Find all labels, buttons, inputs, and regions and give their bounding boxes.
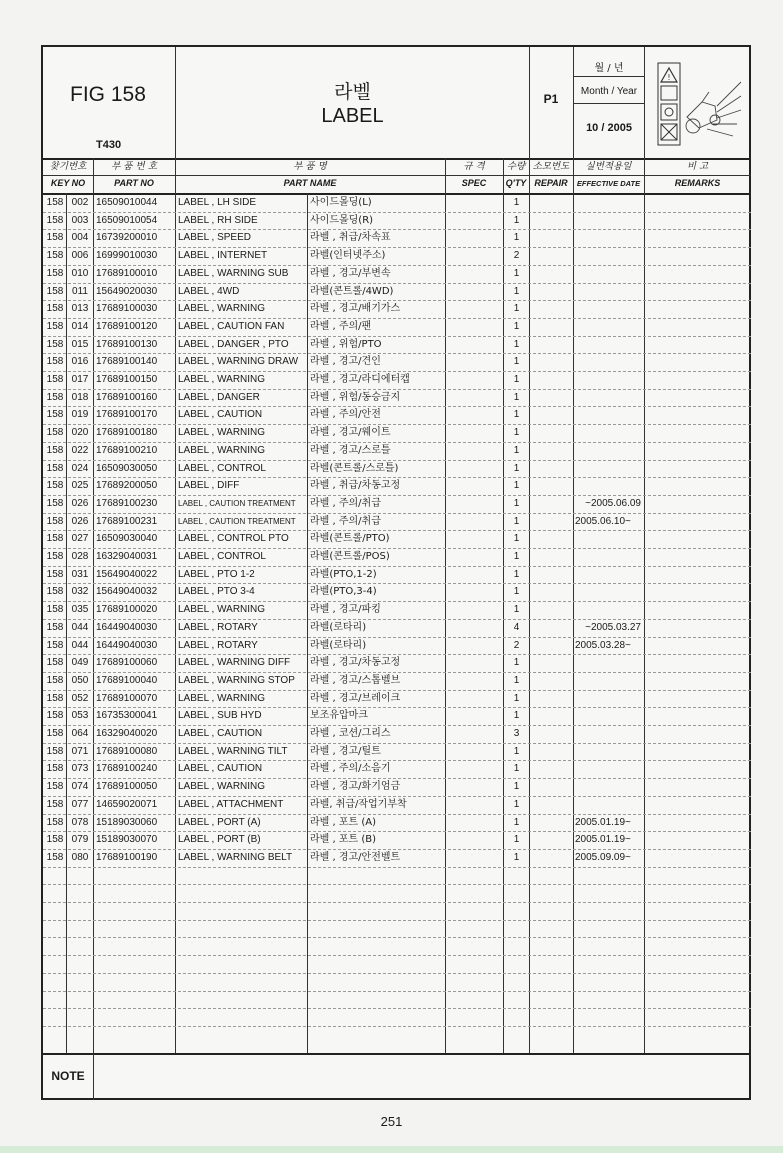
- page-bottom-strip: [0, 1146, 783, 1153]
- cell-part: 17689100050: [96, 781, 158, 792]
- cell-part: 17689100180: [96, 427, 158, 438]
- parts-sheet: [41, 45, 751, 1100]
- cell-part: 14659020071: [96, 799, 158, 810]
- cell-name-ko: 라벨(콘트롤/4WD): [310, 286, 394, 297]
- cell-key: 035: [71, 604, 89, 615]
- cell-qty: 1: [513, 533, 520, 544]
- cell-part: 16449040030: [96, 640, 158, 651]
- cell-key: 032: [71, 586, 89, 597]
- cell-qty: 1: [513, 321, 520, 332]
- cell-name-ko: 라벨 , 취급/차동고정: [310, 480, 401, 491]
- cell-part: 16449040030: [96, 622, 158, 633]
- cell-fig: 158: [46, 746, 64, 757]
- col-spec-en: SPEC: [461, 178, 487, 188]
- cell-key: 052: [71, 693, 89, 704]
- cell-key: 028: [71, 551, 89, 562]
- col-part-ko: 부 품 번 호: [111, 161, 157, 172]
- cell-qty: 1: [513, 799, 520, 810]
- cell-qty: 1: [513, 303, 520, 314]
- cell-key: 080: [71, 852, 89, 863]
- month-year-label-ko: 월 / 년: [594, 63, 624, 74]
- cell-part: 17689100240: [96, 763, 158, 774]
- cell-fig: 158: [46, 622, 64, 633]
- cell-name-en: LABEL , ROTARY: [178, 622, 258, 633]
- cell-qty: 1: [513, 268, 520, 279]
- cell-name-en: LABEL , DANGER: [178, 392, 260, 403]
- cell-part: 16509030040: [96, 533, 158, 544]
- cell-eff: ~2005.06.09: [585, 498, 641, 509]
- cell-fig: 158: [46, 604, 64, 615]
- cell-fig: 158: [46, 551, 64, 562]
- cell-key: 020: [71, 427, 89, 438]
- cell-qty: 1: [513, 463, 520, 474]
- cell-name-en: LABEL , INTERNET: [178, 250, 268, 261]
- cell-key: 026: [71, 498, 89, 509]
- cell-part: 17689100120: [96, 321, 158, 332]
- cell-name-en: LABEL , WARNING STOP: [178, 675, 295, 686]
- cell-qty: 1: [513, 710, 520, 721]
- cell-part: 15189030060: [96, 817, 158, 828]
- cell-qty: 1: [513, 286, 520, 297]
- cell-name-ko: 라벨 , 경고/견인: [310, 356, 381, 367]
- cell-name-en: LABEL , WARNING DIFF: [178, 657, 291, 668]
- tractor-logo-icon: [657, 62, 745, 146]
- cell-key: 006: [71, 250, 89, 261]
- cell-name-en: LABEL , CAUTION TREATMENT: [178, 499, 296, 508]
- cell-qty: 1: [513, 445, 520, 456]
- cell-name-en: LABEL , DIFF: [178, 480, 240, 491]
- cell-qty: 1: [513, 675, 520, 686]
- cell-name-en: LABEL , CAUTION: [178, 728, 263, 739]
- cell-name-ko: 라벨 , 경고/스톱벨브: [310, 675, 401, 686]
- cell-part: 17689100160: [96, 392, 158, 403]
- cell-part: 15649040032: [96, 586, 158, 597]
- note-label: NOTE: [51, 1069, 85, 1083]
- cell-part: 17689200050: [96, 480, 158, 491]
- cell-name-ko: 라벨 , 주의/취급: [310, 498, 381, 509]
- cell-key: 053: [71, 710, 89, 721]
- cell-name-en: LABEL , LH SIDE: [178, 197, 256, 208]
- cell-name-ko: 사이드몰딩(L): [310, 197, 372, 208]
- cell-key: 024: [71, 463, 89, 474]
- cell-fig: 158: [46, 834, 64, 845]
- cell-qty: 1: [513, 551, 520, 562]
- cell-name-ko: 라벨 , 주의/소음기: [310, 763, 391, 774]
- cell-name-ko: 라벨 , 경고/틸트: [310, 746, 381, 757]
- cell-name-en: LABEL , WARNING BELT: [178, 852, 293, 863]
- cell-name-ko: 라벨 , 경고/라디에터캡: [310, 374, 410, 385]
- cell-key: 022: [71, 445, 89, 456]
- cell-part: 17689100030: [96, 303, 158, 314]
- cell-name-en: LABEL , 4WD: [178, 286, 240, 297]
- cell-name-en: LABEL , WARNING: [178, 427, 266, 438]
- cell-eff: 2005.01.19~: [575, 817, 631, 828]
- month-year-label-en: Month / Year: [580, 86, 638, 97]
- model-code: T430: [96, 139, 122, 151]
- cell-name-ko: 라벨, 취급/작업기부착: [310, 799, 407, 810]
- cell-part: 16509030050: [96, 463, 158, 474]
- cell-part: 16509010044: [96, 197, 158, 208]
- cell-name-ko: 라벨 , 주의/취급: [310, 516, 381, 527]
- col-part-en: PART NO: [114, 178, 154, 188]
- issue-date: 10 / 2005: [586, 122, 632, 134]
- cell-qty: 1: [513, 693, 520, 704]
- cell-name-ko: 라벨 , 포트 (A): [310, 817, 376, 828]
- cell-name-en: LABEL , WARNING: [178, 693, 266, 704]
- cell-fig: 158: [46, 763, 64, 774]
- col-qty-en: Q'TY: [505, 178, 527, 188]
- cell-fig: 158: [46, 675, 64, 686]
- cell-name-ko: 라벨 , 경고/차동고정: [310, 657, 401, 668]
- cell-part: 17689100231: [96, 516, 158, 527]
- cell-key: 031: [71, 569, 89, 580]
- cell-name-en: LABEL , WARNING SUB: [178, 268, 289, 279]
- cell-qty: 1: [513, 498, 520, 509]
- cell-name-ko: 라벨(로타리): [310, 622, 367, 633]
- cell-fig: 158: [46, 445, 64, 456]
- cell-fig: 158: [46, 657, 64, 668]
- cell-part: 16739200010: [96, 232, 158, 243]
- cell-part: 17689100140: [96, 356, 158, 367]
- cell-key: 018: [71, 392, 89, 403]
- cell-key: 026: [71, 516, 89, 527]
- cell-name-en: LABEL , WARNING: [178, 374, 266, 385]
- svg-text:!: !: [667, 73, 671, 82]
- title-english: LABEL: [321, 105, 384, 127]
- cell-key: 004: [71, 232, 89, 243]
- cell-qty: 1: [513, 356, 520, 367]
- cell-fig: 158: [46, 463, 64, 474]
- cell-name-en: LABEL , CAUTION TREATMENT: [178, 517, 296, 526]
- cell-fig: 158: [46, 516, 64, 527]
- cell-name-ko: 라벨(로타리): [310, 640, 367, 651]
- col-name-ko: 부 품 명: [293, 161, 327, 172]
- cell-fig: 158: [46, 480, 64, 491]
- col-repair-ko: 소모번도: [532, 161, 570, 172]
- cell-qty: 1: [513, 781, 520, 792]
- cell-name-en: LABEL , WARNING: [178, 604, 266, 615]
- cell-name-en: LABEL , WARNING: [178, 445, 266, 456]
- cell-fig: 158: [46, 303, 64, 314]
- col-qty-ko: 수량: [506, 161, 526, 172]
- cell-part: 16329040031: [96, 551, 158, 562]
- col-eff-ko: 실번적용일: [585, 161, 632, 172]
- title-korean: 라벨: [334, 81, 371, 103]
- col-remarks-ko: 비 고: [686, 161, 709, 172]
- cell-key: 014: [71, 321, 89, 332]
- cell-key: 073: [71, 763, 89, 774]
- cell-fig: 158: [46, 728, 64, 739]
- cell-part: 17689100020: [96, 604, 158, 615]
- cell-key: 016: [71, 356, 89, 367]
- cell-key: 050: [71, 675, 89, 686]
- cell-qty: 1: [513, 569, 520, 580]
- cell-part: 15649020030: [96, 286, 158, 297]
- cell-part: 17689100150: [96, 374, 158, 385]
- cell-part: 17689100060: [96, 657, 158, 668]
- cell-fig: 158: [46, 250, 64, 261]
- cell-name-ko: 라벨 , 경고/브레이크: [310, 693, 401, 704]
- cell-qty: 2: [513, 250, 520, 261]
- cell-fig: 158: [46, 268, 64, 279]
- cell-name-ko: 라벨(콘트롤/PTO): [310, 533, 390, 544]
- cell-name-ko: 라벨(콘트롤/스로틀): [310, 463, 399, 474]
- cell-fig: 158: [46, 409, 64, 420]
- cell-fig: 158: [46, 781, 64, 792]
- cell-fig: 158: [46, 392, 64, 403]
- cell-part: 17689100130: [96, 339, 158, 350]
- cell-eff: 2005.01.19~: [575, 834, 631, 845]
- cell-name-en: LABEL , PORT (A): [178, 817, 261, 828]
- cell-key: 027: [71, 533, 89, 544]
- cell-name-ko: 라벨 , 주의/팬: [310, 321, 372, 332]
- cell-key: 017: [71, 374, 89, 385]
- cell-name-en: LABEL , ROTARY: [178, 640, 258, 651]
- col-remarks-en: REMARKS: [674, 178, 721, 188]
- cell-part: 16329040020: [96, 728, 158, 739]
- cell-fig: 158: [46, 232, 64, 243]
- cell-name-en: LABEL , WARNING: [178, 303, 266, 314]
- cell-key: 049: [71, 657, 89, 668]
- cell-name-en: LABEL , WARNING: [178, 781, 266, 792]
- cell-qty: 3: [513, 728, 520, 739]
- cell-key: 064: [71, 728, 89, 739]
- cell-name-en: LABEL , CAUTION: [178, 763, 263, 774]
- cell-name-en: LABEL , PORT (B): [178, 834, 261, 845]
- cell-name-en: LABEL , SUB HYD: [178, 710, 262, 721]
- cell-qty: 1: [513, 339, 520, 350]
- cell-qty: 4: [513, 622, 520, 633]
- cell-name-en: LABEL , RH SIDE: [178, 215, 258, 226]
- cell-name-ko: 라벨 , 경고/화기엄금: [310, 781, 401, 792]
- cell-part: 15189030070: [96, 834, 158, 845]
- cell-name-en: LABEL , CAUTION: [178, 409, 263, 420]
- cell-eff: 2005.09.09~: [575, 852, 631, 863]
- cell-fig: 158: [46, 799, 64, 810]
- cell-eff: 2005.03.28~: [575, 640, 631, 651]
- cell-fig: 158: [46, 197, 64, 208]
- cell-name-ko: 라벨 , 경고/안전벨트: [310, 852, 401, 863]
- cell-qty: 1: [513, 392, 520, 403]
- cell-fig: 158: [46, 710, 64, 721]
- cell-qty: 1: [513, 480, 520, 491]
- cell-key: 074: [71, 781, 89, 792]
- page-number: 251: [380, 1114, 403, 1129]
- cell-fig: 158: [46, 339, 64, 350]
- cell-name-ko: 라벨 , 경고/배기가스: [310, 303, 401, 314]
- cell-fig: 158: [46, 693, 64, 704]
- page-code: P1: [543, 92, 559, 106]
- cell-part: 17689100230: [96, 498, 158, 509]
- cell-name-ko: 라벨 , 위험/PTO: [310, 339, 382, 350]
- cell-key: 077: [71, 799, 89, 810]
- cell-name-en: LABEL , CAUTION FAN: [178, 321, 285, 332]
- cell-fig: 158: [46, 533, 64, 544]
- cell-name-en: LABEL , ATTACHMENT: [178, 799, 284, 810]
- cell-name-en: LABEL , CONTROL: [178, 551, 266, 562]
- cell-qty: 1: [513, 215, 520, 226]
- fig-number: FIG 158: [70, 83, 146, 106]
- cell-fig: 158: [46, 215, 64, 226]
- cell-part: 16509010054: [96, 215, 158, 226]
- cell-name-en: LABEL , PTO 1-2: [178, 569, 255, 580]
- cell-qty: 1: [513, 746, 520, 757]
- cell-eff: 2005.06.10~: [575, 516, 631, 527]
- cell-name-ko: 라벨 , 경고/파킹: [310, 604, 381, 615]
- cell-key: 078: [71, 817, 89, 828]
- cell-name-ko: 라벨 , 코션/그리스: [310, 728, 391, 739]
- cell-name-ko: 라벨 , 취급/차속표: [310, 232, 391, 243]
- cell-key: 019: [71, 409, 89, 420]
- cell-key: 079: [71, 834, 89, 845]
- cell-part: 17689100190: [96, 852, 158, 863]
- cell-qty: 2: [513, 640, 520, 651]
- col-spec-ko: 규 격: [463, 161, 485, 172]
- cell-name-ko: 라벨 , 경고/웨이트: [310, 427, 391, 438]
- cell-part: 17689100170: [96, 409, 158, 420]
- cell-name-ko: 라벨(콘트롤/POS): [310, 551, 390, 562]
- cell-qty: 1: [513, 374, 520, 385]
- cell-eff: ~2005.03.27: [585, 622, 641, 633]
- cell-part: 17689100080: [96, 746, 158, 757]
- cell-fig: 158: [46, 640, 64, 651]
- cell-name-ko: 라벨(PTO,3-4): [310, 586, 377, 597]
- cell-name-ko: 라벨 , 경고/부변속: [310, 268, 391, 279]
- cell-key: 010: [71, 268, 89, 279]
- col-repair-en: REPAIR: [534, 178, 568, 188]
- cell-qty: 1: [513, 604, 520, 615]
- cell-fig: 158: [46, 569, 64, 580]
- cell-fig: 158: [46, 321, 64, 332]
- cell-fig: 158: [46, 586, 64, 597]
- col-name-en: PART NAME: [283, 178, 337, 188]
- cell-name-en: LABEL , WARNING TILT: [178, 746, 288, 757]
- cell-key: 003: [71, 215, 89, 226]
- cell-key: 071: [71, 746, 89, 757]
- cell-part: 17689100040: [96, 675, 158, 686]
- cell-qty: 1: [513, 586, 520, 597]
- cell-fig: 158: [46, 427, 64, 438]
- cell-name-en: LABEL , CONTROL: [178, 463, 266, 474]
- cell-qty: 1: [513, 852, 520, 863]
- cell-fig: 158: [46, 498, 64, 509]
- cell-part: 15649040022: [96, 569, 158, 580]
- cell-fig: 158: [46, 286, 64, 297]
- cell-qty: 1: [513, 657, 520, 668]
- cell-qty: 1: [513, 817, 520, 828]
- cell-qty: 1: [513, 409, 520, 420]
- col-eff-en: EFFECTIVE DATE: [576, 179, 641, 188]
- cell-name-ko: 라벨(PTO,1-2): [310, 569, 377, 580]
- cell-part: 16735300041: [96, 710, 158, 721]
- cell-key: 025: [71, 480, 89, 491]
- cell-name-ko: 라벨(인터넷주소): [310, 250, 386, 261]
- cell-fig: 158: [46, 852, 64, 863]
- cell-part: 17689100010: [96, 268, 158, 279]
- cell-name-ko: 라벨 , 경고/스로틀: [310, 445, 391, 456]
- cell-key: 015: [71, 339, 89, 350]
- cell-part: 16999010030: [96, 250, 158, 261]
- cell-qty: 1: [513, 516, 520, 527]
- cell-name-ko: 사이드몰딩(R): [310, 215, 374, 226]
- cell-key: 044: [71, 622, 89, 633]
- cell-fig: 158: [46, 817, 64, 828]
- cell-name-en: LABEL , SPEED: [178, 232, 251, 243]
- cell-qty: 1: [513, 197, 520, 208]
- cell-qty: 1: [513, 427, 520, 438]
- cell-key: 013: [71, 303, 89, 314]
- cell-name-en: LABEL , DANGER , PTO: [178, 339, 289, 350]
- cell-name-en: LABEL , CONTROL PTO: [178, 533, 289, 544]
- cell-key: 002: [71, 197, 89, 208]
- cell-fig: 158: [46, 374, 64, 385]
- cell-key: 011: [72, 286, 88, 297]
- cell-part: 17689100070: [96, 693, 158, 704]
- cell-name-en: LABEL , PTO 3-4: [178, 586, 255, 597]
- cell-fig: 158: [46, 356, 64, 367]
- cell-name-ko: 라벨 , 주의/안전: [310, 409, 381, 420]
- cell-qty: 1: [513, 834, 520, 845]
- cell-qty: 1: [513, 763, 520, 774]
- col-key-en: KEY NO: [50, 178, 86, 188]
- cell-qty: 1: [513, 232, 520, 243]
- cell-key: 044: [71, 640, 89, 651]
- cell-name-ko: 라벨 , 포트 (B): [310, 834, 377, 845]
- cell-name-en: LABEL , WARNING DRAW: [178, 356, 299, 367]
- cell-name-ko: 보조유압마크: [310, 710, 368, 721]
- cell-name-ko: 라벨 , 위험/동승금지: [310, 392, 401, 403]
- cell-part: 17689100210: [96, 445, 158, 456]
- col-key-ko: 찾기번호: [49, 161, 87, 172]
